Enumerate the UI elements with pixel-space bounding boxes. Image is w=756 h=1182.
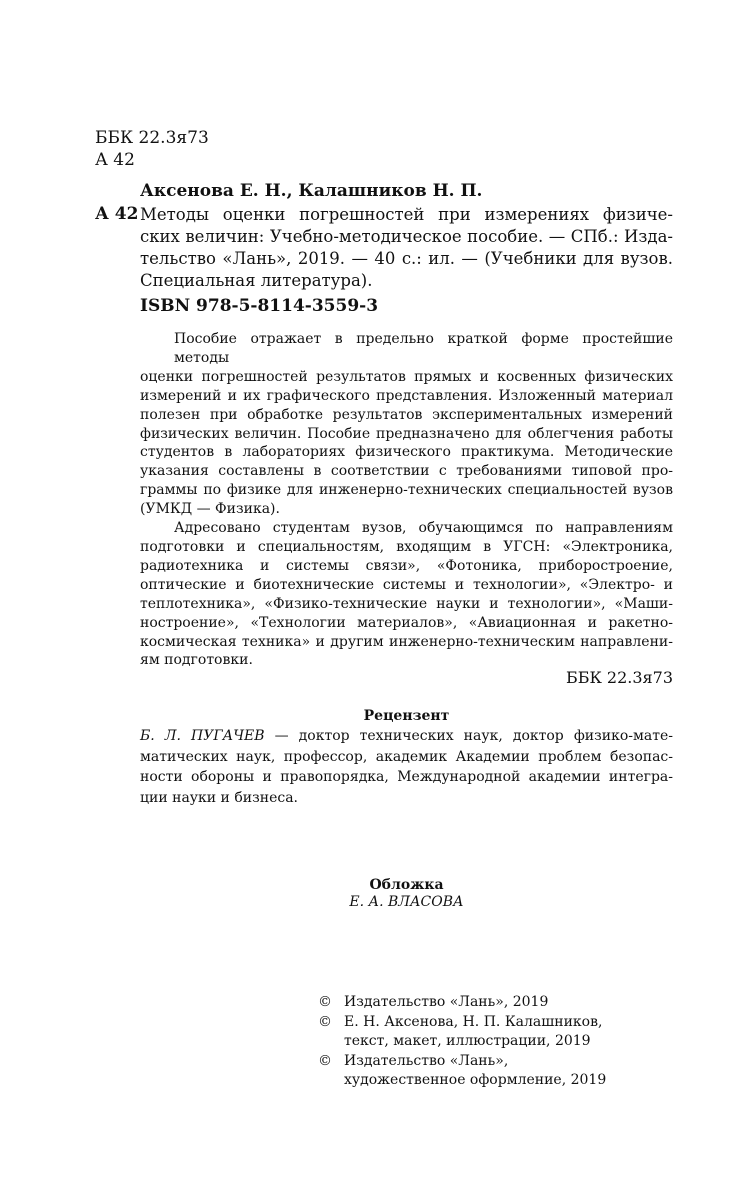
isbn: ISBN 978-5-8114-3559-3 xyxy=(140,296,379,316)
copyright-text: Издательство «Лань», xyxy=(344,1052,509,1069)
abstract-line: полезен при обработке результатов экспериментальных измерений xyxy=(140,406,673,423)
copyright-block xyxy=(318,993,606,1091)
authors: Аксенова Е. Н., Калашников Н. П. xyxy=(140,181,483,201)
abstract xyxy=(140,330,673,670)
abstract-line: ностроение», «Технологии материалов», «Авиационная и ракетно- xyxy=(140,614,673,631)
cover-heading: Обложка xyxy=(369,877,444,893)
abstract-line: измерений и их графического представления. Изложенный материал xyxy=(140,387,673,404)
abstract-line: подготовки и специальностям, входящим в УГСН: «Электроника, xyxy=(140,538,673,555)
abstract-line: теплотехника», «Физико-технические науки и технологии», «Маши- xyxy=(140,595,673,612)
abstract-line: оценки погрешностей результатов прямых и косвенных физических xyxy=(140,368,673,385)
bbk-code: ББК 22.3я73 xyxy=(95,128,209,148)
author-mark: А 42 xyxy=(95,150,135,170)
abstract-line: студентов в лабораториях физического практикума. Методические xyxy=(140,444,673,461)
abstract-line: указания составлены в соответствии с требованиями типовой про- xyxy=(140,463,673,480)
author-mark-side: А 42 xyxy=(95,204,139,224)
copyright-text: Издательство «Лань», 2019 xyxy=(344,994,549,1010)
abstract-line: Пособие отражает в предельно краткой форме простейшие методы xyxy=(174,331,673,366)
copyright-row xyxy=(318,993,606,1013)
reviewer-name: Б. Л. ПУГАЧЕВ xyxy=(140,728,265,744)
reviewer-line: матических наук, профессор, академик Академии проблем безопас- xyxy=(140,748,673,765)
description-line: тельство «Лань», 2019. — 40 с.: ил. — (Учебники для вузов. xyxy=(140,249,673,268)
copyright-icon: © xyxy=(318,994,332,1010)
abstract-line: Адресовано студентам вузов, обучающимся по направлениям xyxy=(174,520,673,537)
abstract-line: радиотехника и системы связи», «Фотоника, приборостроение, xyxy=(140,557,673,574)
copyright-row xyxy=(318,1013,606,1033)
bbk-classification-top xyxy=(95,127,209,171)
copyright-continuation: художественное оформление, 2019 xyxy=(344,1072,607,1089)
description-line: ских величин: Учебно-методическое пособие. — СПб.: Изда- xyxy=(140,227,673,246)
abstract-line: ям подготовки. xyxy=(140,652,253,669)
copyright-text: Е. Н. Аксенова, Н. П. Калашников, xyxy=(344,1013,603,1030)
copyright-icon: © xyxy=(318,1052,332,1069)
reviewer-line-text: — доктор технических наук, доктор физико-мате- xyxy=(264,728,673,744)
abstract-line: (УМКД — Физика). xyxy=(140,501,280,518)
cover-designer: Е. А. ВЛАСОВА xyxy=(349,894,464,910)
copyright-row xyxy=(318,1052,606,1072)
abstract-line: оптические и биотехнические системы и технологии», «Электро- и xyxy=(140,576,673,593)
bibliographic-description xyxy=(140,204,673,292)
description-line: Методы оценки погрешностей при измерениях физиче- xyxy=(140,205,673,224)
bbk-classification-right: ББК 22.3я73 xyxy=(565,668,673,687)
reviewer-heading: Рецензент xyxy=(363,708,450,724)
reviewer-line: ности обороны и правопорядка, Международной академии интегра- xyxy=(140,769,673,785)
reviewer-info xyxy=(140,726,673,808)
abstract-line: космическая техника» и другим инженерно-техническим направлени- xyxy=(140,633,673,650)
copyright-icon: © xyxy=(318,1013,332,1030)
reviewer-line xyxy=(140,726,673,747)
copyright-continuation: текст, макет, иллюстрации, 2019 xyxy=(344,1033,591,1050)
reviewer-line: ции науки и бизнеса. xyxy=(140,789,298,806)
abstract-line: физических величин. Пособие предназначено для облегчения работы xyxy=(140,425,673,442)
abstract-line: граммы по физике для инженерно-технических специальностей вузов xyxy=(140,482,673,499)
description-line: Специальная литература). xyxy=(140,271,373,290)
